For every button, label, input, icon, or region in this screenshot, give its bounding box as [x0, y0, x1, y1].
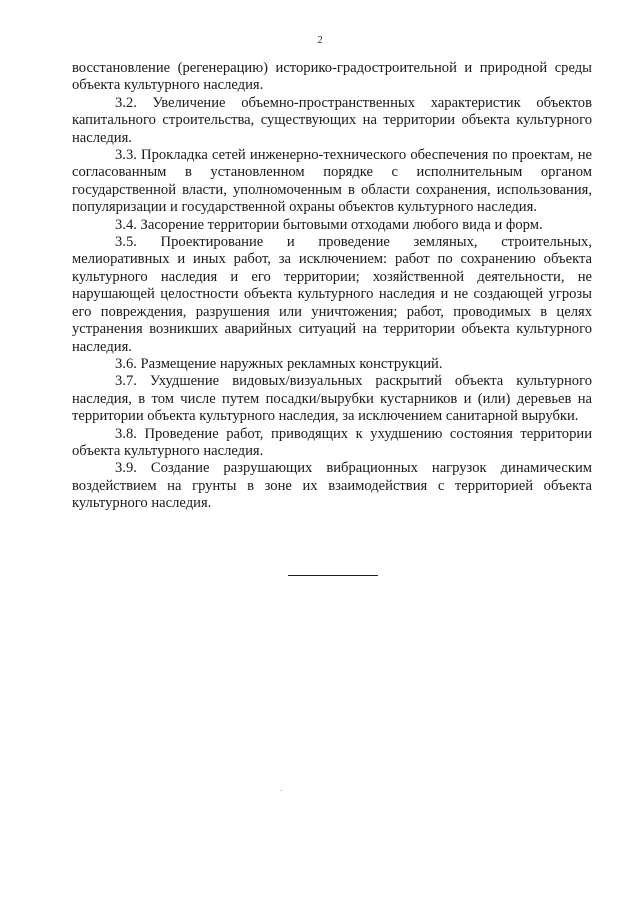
scan-speck	[280, 790, 282, 791]
page-number: 2	[317, 34, 323, 46]
paragraph-3-2: 3.2. Увеличение объемно-пространственных характеристик объектов капитального строительства, существующих на территории объекта культурного наследия.	[72, 94, 592, 146]
paragraph-3-7: 3.7. Ухудшение видовых/визуальных раскрытий объекта культурного наследия, в том числе путем посадки/вырубки кустарников и (или) деревьев на территории объекта культурного наследия, за исключением санитарной вырубки.	[72, 373, 592, 425]
paragraph-3-9: 3.9. Создание разрушающих вибрационных нагрузок динамическим воздействием на грунты в зоне их взаимодействия с территорией объекта культурного наследия.	[72, 460, 592, 512]
paragraph-continuation: восстановление (регенерацию) историко-градостроительной и природной среды объекта культурного наследия.	[72, 60, 592, 94]
paragraph-3-3: 3.3. Прокладка сетей инженерно-технического обеспечения по проектам, не согласованным в установленном порядке с исполнительным органом государственной власти, уполномоченным в области сохранения, использования, популяризации и государственной охраны объектов культурного наследия.	[72, 147, 592, 216]
paragraph-3-4: 3.4. Засорение территории бытовыми отходами любого вида и форм.	[115, 216, 543, 233]
paragraph-3-5: 3.5. Проектирование и проведение земляных, строительных, мелиоративных и иных работ, за исключением: работ по сохранению объекта культурного наследия и его территории; хозяйственной деятельности, не нарушающей целостности объекта культурного наследия и не создающей угрозы его повреждения, разрушения или уничтожения; работ, проводимых в целях устранения возникших аварийных ситуаций на территории объекта культурного наследия.	[72, 234, 592, 355]
paragraph-3-8: 3.8. Проведение работ, приводящих к ухудшению состояния территории объекта культурного наследия.	[72, 425, 592, 459]
paragraph-3-6: 3.6. Размещение наружных рекламных конструкций.	[115, 355, 443, 372]
end-separator-line	[288, 575, 378, 576]
document-body	[72, 60, 592, 513]
